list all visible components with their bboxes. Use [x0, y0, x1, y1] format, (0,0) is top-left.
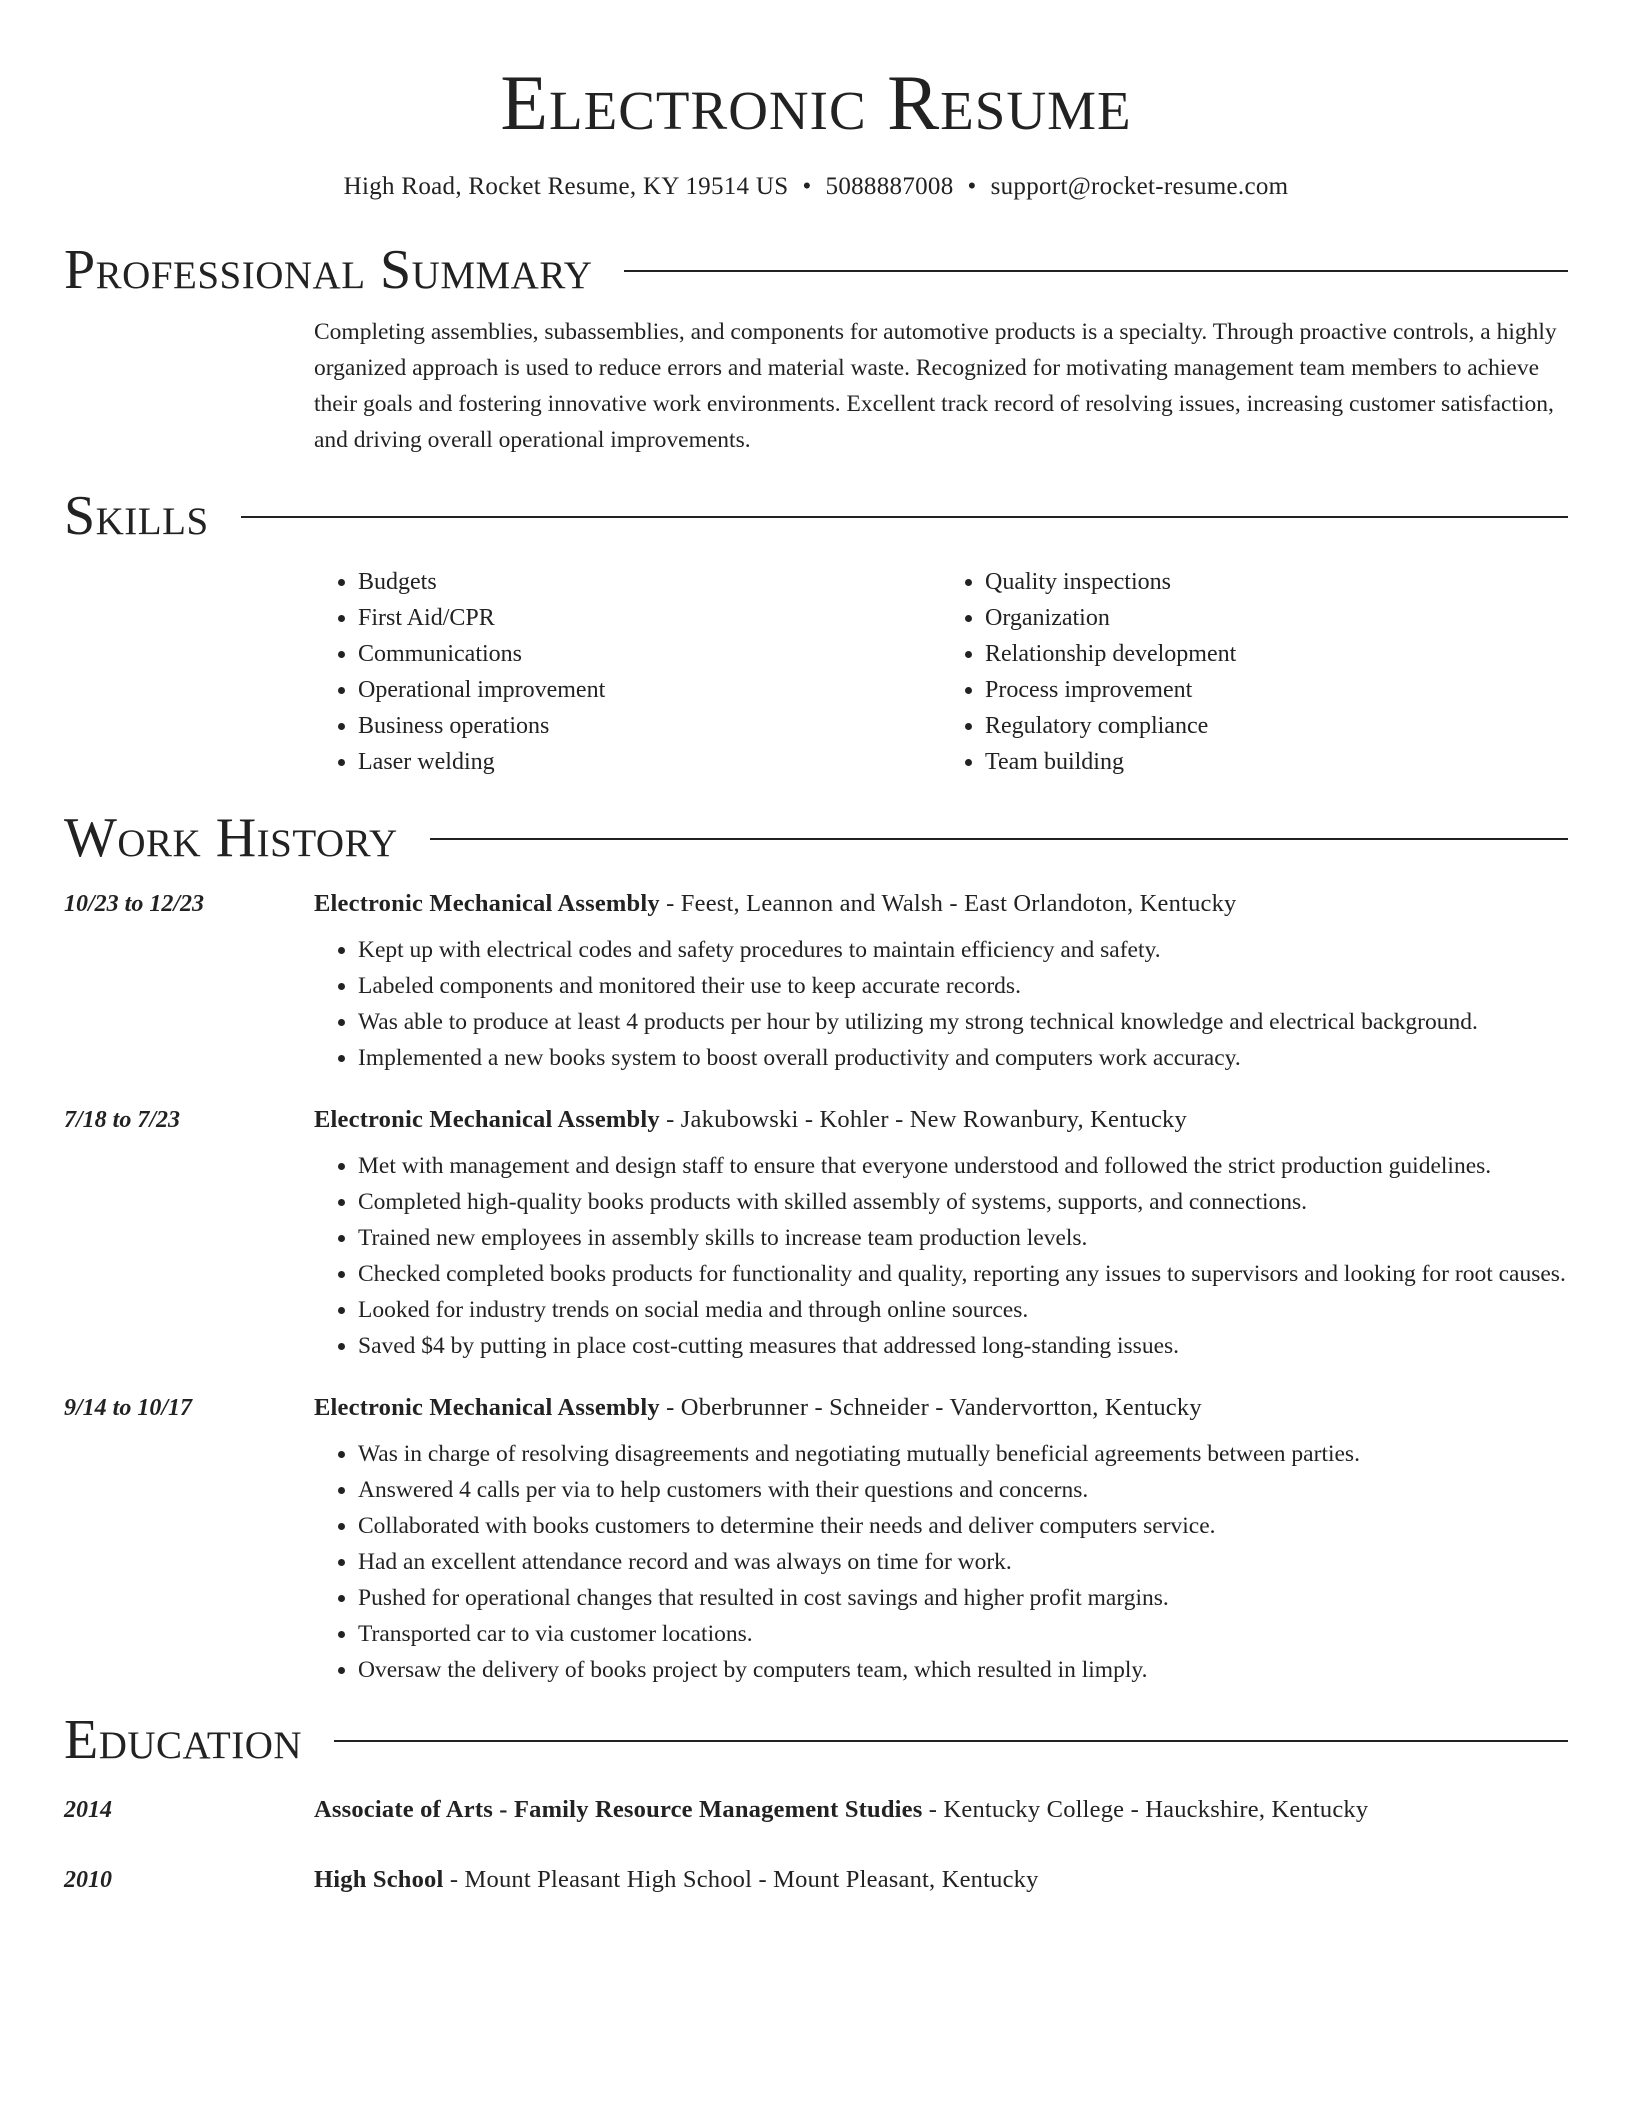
job-details: - Feest, Leannon and Walsh - East Orlandoton, Kentucky	[659, 890, 1237, 917]
contact-separator: •	[967, 173, 977, 200]
contact-line	[64, 170, 1568, 204]
job-bullet: • Checked completed books products for functionality and quality, reporting any issues to supervisors and looking for root causes.	[358, 1256, 1568, 1292]
job-dates: 9/14 to 10/17	[64, 1395, 193, 1421]
job-entry	[64, 1394, 1568, 1688]
summary-block	[314, 314, 1568, 458]
job-dates: 7/18 to 7/23	[64, 1107, 181, 1133]
job-details: - Jakubowski - Kohler - New Rowanbury, Kentucky	[659, 1106, 1187, 1133]
skill-item: • Operational improvement	[358, 672, 941, 708]
job-bullet: • Was able to produce at least 4 products per hour by utilizing my strong technical knowledge and electrical background.	[358, 1004, 1568, 1040]
job-entry	[64, 1106, 1568, 1364]
job-bullet: • Completed high-quality books products with skilled assembly of systems, supports, and connections.	[358, 1184, 1568, 1220]
summary-section-heading	[64, 238, 1568, 302]
education-title-line	[314, 1796, 1368, 1824]
job-bullet: • Kept up with electrical codes and safety procedures to maintain efficiency and safety.	[358, 932, 1568, 968]
skill-item: • Communications	[358, 636, 941, 672]
skill-item: • First Aid/CPR	[358, 600, 941, 636]
job-bullet: • Had an excellent attendance record and was always on time for work.	[358, 1544, 1568, 1580]
work-section-heading	[64, 806, 1568, 870]
summary-heading: Professional Summary	[64, 239, 593, 301]
skill-item: • Laser welding	[358, 744, 941, 780]
job-title-line	[314, 1394, 1202, 1422]
skills-column-right	[941, 564, 1568, 780]
education-heading: Education	[64, 1709, 303, 1771]
job-title: Electronic Mechanical Assembly	[314, 1394, 660, 1421]
job-bullet: • Answered 4 calls per via to help customers with their questions and concerns.	[358, 1472, 1568, 1508]
job-header	[64, 890, 1568, 918]
education-row	[64, 1866, 1568, 1894]
skills-column-left	[314, 564, 941, 780]
skills-grid	[314, 564, 1568, 780]
education-entry	[64, 1866, 1568, 1894]
skill-item: • Team building	[985, 744, 1568, 780]
contact-address: High Road, Rocket Resume, KY 19514 US	[343, 173, 789, 200]
job-bullet: • Trained new employees in assembly skills to increase team production levels.	[358, 1220, 1568, 1256]
summary-text: Completing assemblies, subassemblies, and components for automotive products is a specialty. Through proactive controls, a highly organized approach is used to reduce errors and material waste. Recognized for motivating management team members to achieve their goals and fostering innovative work environments. Excellent track record of resolving issues, increasing customer satisfaction, and driving overall operational improvements.	[314, 319, 1557, 453]
job-header	[64, 1394, 1568, 1422]
education-section-heading	[64, 1708, 1568, 1772]
job-title-line	[314, 890, 1237, 918]
education-entry	[64, 1796, 1568, 1824]
job-bullet: • Met with management and design staff to ensure that everyone understood and followed the strict production guidelines.	[358, 1148, 1568, 1184]
resume-name: Electronic Resume	[500, 59, 1132, 146]
job-bullet: • Pushed for operational changes that resulted in cost savings and higher profit margins.	[358, 1580, 1568, 1616]
section-rule	[334, 1740, 1568, 1742]
skill-item: • Business operations	[358, 708, 941, 744]
skill-item: • Relationship development	[985, 636, 1568, 672]
job-details: - Oberbrunner - Schneider - Vandervortton, Kentucky	[659, 1394, 1202, 1421]
job-title: Electronic Mechanical Assembly	[314, 890, 660, 917]
education-degree: Associate of Arts - Family Resource Management Studies	[314, 1796, 923, 1823]
job-bullet: • Oversaw the delivery of books project by computers team, which resulted in limply.	[358, 1652, 1568, 1688]
section-rule	[624, 270, 1568, 272]
education-year: 2010	[64, 1867, 112, 1893]
job-bullet: • Labeled components and monitored their use to keep accurate records.	[358, 968, 1568, 1004]
job-entry	[64, 890, 1568, 1076]
skill-item: • Quality inspections	[985, 564, 1568, 600]
skills-heading: Skills	[64, 485, 209, 547]
skill-item: • Process improvement	[985, 672, 1568, 708]
job-bullet: • Looked for industry trends on social media and through online sources.	[358, 1292, 1568, 1328]
job-bullet: • Saved $4 by putting in place cost-cutting measures that addressed long-standing issues.	[358, 1328, 1568, 1364]
skill-item: • Regulatory compliance	[985, 708, 1568, 744]
job-bullets	[314, 1436, 1568, 1688]
education-year: 2014	[64, 1797, 112, 1823]
work-heading: Work History	[64, 807, 398, 869]
section-rule	[430, 838, 1568, 840]
job-dates: 10/23 to 12/23	[64, 891, 205, 917]
contact-separator: •	[802, 173, 812, 200]
skill-item: • Organization	[985, 600, 1568, 636]
job-bullets	[314, 1148, 1568, 1364]
education-details: - Mount Pleasant High School - Mount Pleasant, Kentucky	[443, 1866, 1039, 1893]
job-header	[64, 1106, 1568, 1134]
contact-phone: 5088887008	[825, 173, 954, 200]
education-details: - Kentucky College - Hauckshire, Kentucky	[922, 1796, 1369, 1823]
skills-section-heading	[64, 484, 1568, 548]
education-degree: High School	[314, 1866, 444, 1893]
job-bullets	[314, 932, 1568, 1076]
contact-email: support@rocket-resume.com	[990, 173, 1289, 200]
job-bullet: • Implemented a new books system to boost overall productivity and computers work accuracy.	[358, 1040, 1568, 1076]
section-rule	[241, 516, 1568, 518]
education-row	[64, 1796, 1568, 1824]
job-title-line	[314, 1106, 1187, 1134]
job-bullet: • Was in charge of resolving disagreements and negotiating mutually beneficial agreements between parties.	[358, 1436, 1568, 1472]
job-title: Electronic Mechanical Assembly	[314, 1106, 660, 1133]
skill-item: • Budgets	[358, 564, 941, 600]
job-bullet: • Transported car to via customer locations.	[358, 1616, 1568, 1652]
resume-page	[64, 0, 1568, 1894]
job-bullet: • Collaborated with books customers to determine their needs and deliver computers service.	[358, 1508, 1568, 1544]
education-title-line	[314, 1866, 1039, 1894]
